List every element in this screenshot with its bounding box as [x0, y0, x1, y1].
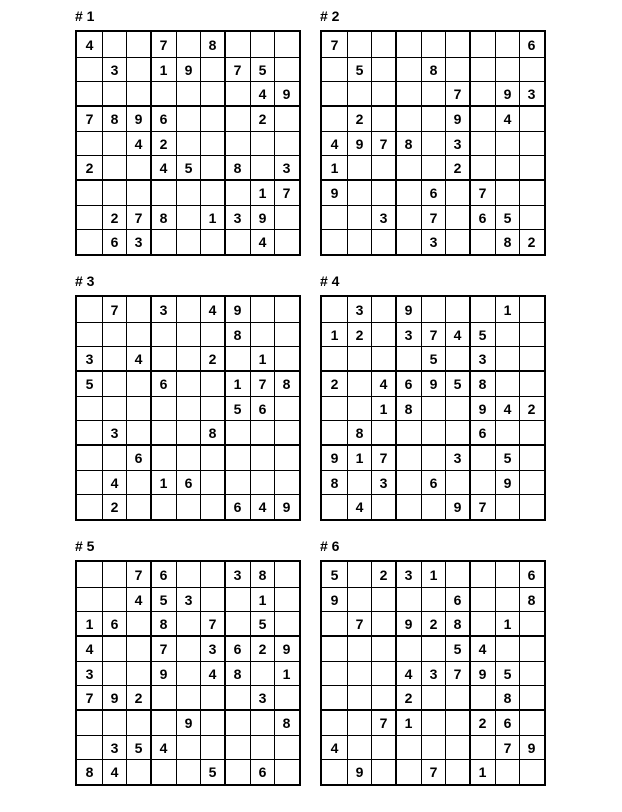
- sudoku-grid: [320, 560, 546, 786]
- given-digit: 3: [379, 209, 388, 226]
- given-digit: 4: [208, 301, 217, 318]
- given-digit: 3: [379, 474, 388, 491]
- cell-divider: [322, 587, 544, 588]
- given-digit: 2: [379, 566, 388, 583]
- given-digit: 8: [208, 36, 217, 53]
- sudoku-grid: [320, 30, 546, 256]
- given-digit: 6: [453, 591, 462, 608]
- given-digit: 9: [503, 85, 512, 102]
- given-digit: 8: [282, 714, 291, 731]
- given-digit: 2: [85, 159, 94, 176]
- sudoku-puzzle-3: [75, 273, 301, 523]
- given-digit: 5: [159, 591, 168, 608]
- sudoku-puzzle-5: [75, 538, 301, 788]
- given-digit: 3: [258, 689, 267, 706]
- given-digit: 6: [134, 449, 143, 466]
- sudoku-grid: [320, 295, 546, 521]
- given-digit: 8: [453, 615, 462, 632]
- given-digit: 9: [330, 591, 339, 608]
- given-digit: 3: [110, 739, 119, 756]
- given-digit: 2: [527, 233, 536, 250]
- given-digit: 8: [258, 566, 267, 583]
- given-digit: 9: [355, 763, 364, 780]
- cell-divider: [347, 562, 348, 784]
- given-digit: 5: [503, 209, 512, 226]
- given-digit: 5: [330, 566, 339, 583]
- given-digit: 7: [379, 449, 388, 466]
- given-digit: 7: [478, 498, 487, 515]
- given-digit: 2: [110, 498, 119, 515]
- given-digit: 1: [379, 400, 388, 417]
- given-digit: 7: [233, 61, 242, 78]
- given-digit: 6: [429, 184, 438, 201]
- given-digit: 7: [134, 566, 143, 583]
- given-digit: 7: [110, 301, 119, 318]
- given-digit: 8: [233, 326, 242, 343]
- given-digit: 8: [110, 110, 119, 127]
- given-digit: 3: [233, 566, 242, 583]
- sudoku-grid: [75, 30, 301, 256]
- given-digit: 8: [330, 474, 339, 491]
- given-digit: 2: [453, 159, 462, 176]
- given-digit: 3: [208, 640, 217, 657]
- given-digit: 3: [159, 301, 168, 318]
- given-digit: 6: [258, 400, 267, 417]
- cell-divider: [77, 322, 299, 323]
- given-digit: 6: [429, 474, 438, 491]
- given-digit: 9: [282, 640, 291, 657]
- given-digit: 4: [503, 110, 512, 127]
- given-digit: 5: [503, 665, 512, 682]
- given-digit: 5: [503, 449, 512, 466]
- given-digit: 2: [159, 135, 168, 152]
- given-digit: 7: [453, 665, 462, 682]
- given-digit: 1: [429, 566, 438, 583]
- given-digit: 2: [110, 209, 119, 226]
- given-digit: 9: [404, 301, 413, 318]
- given-digit: 7: [429, 763, 438, 780]
- given-digit: 6: [159, 566, 168, 583]
- given-digit: 4: [134, 350, 143, 367]
- given-digit: 8: [233, 665, 242, 682]
- given-digit: 7: [429, 326, 438, 343]
- given-digit: 6: [527, 36, 536, 53]
- cell-divider: [77, 131, 299, 132]
- given-digit: 7: [85, 110, 94, 127]
- given-digit: 3: [404, 566, 413, 583]
- given-digit: 1: [85, 615, 94, 632]
- given-digit: 9: [282, 85, 291, 102]
- given-digit: 8: [282, 375, 291, 392]
- given-digit: 7: [478, 184, 487, 201]
- sudoku-grid: [75, 295, 301, 521]
- given-digit: 1: [282, 665, 291, 682]
- given-digit: 4: [453, 326, 462, 343]
- given-digit: 8: [478, 375, 487, 392]
- given-digit: 4: [355, 498, 364, 515]
- given-digit: 9: [110, 689, 119, 706]
- given-digit: 9: [330, 184, 339, 201]
- given-digit: 6: [258, 763, 267, 780]
- given-digit: 2: [404, 689, 413, 706]
- given-digit: 3: [134, 233, 143, 250]
- given-digit: 9: [478, 665, 487, 682]
- given-digit: 8: [429, 61, 438, 78]
- given-digit: 3: [85, 350, 94, 367]
- given-digit: 4: [110, 763, 119, 780]
- given-digit: 7: [258, 375, 267, 392]
- given-digit: 5: [258, 615, 267, 632]
- given-digit: 6: [478, 209, 487, 226]
- given-digit: 6: [110, 233, 119, 250]
- given-digit: 9: [527, 739, 536, 756]
- given-digit: 9: [159, 665, 168, 682]
- given-digit: 4: [258, 233, 267, 250]
- given-digit: 8: [233, 159, 242, 176]
- given-digit: 5: [184, 159, 193, 176]
- sudoku-puzzle-1: [75, 8, 301, 258]
- cell-divider: [371, 562, 372, 784]
- given-digit: 9: [355, 135, 364, 152]
- puzzle-title: # 2: [320, 8, 340, 24]
- given-digit: 2: [208, 350, 217, 367]
- given-digit: 6: [159, 375, 168, 392]
- given-digit: 8: [503, 233, 512, 250]
- given-digit: 7: [159, 640, 168, 657]
- sudoku-puzzle-4: [320, 273, 546, 523]
- given-digit: 6: [233, 498, 242, 515]
- given-digit: 8: [159, 209, 168, 226]
- given-digit: 5: [453, 640, 462, 657]
- given-digit: 1: [233, 375, 242, 392]
- given-digit: 3: [110, 424, 119, 441]
- given-digit: 9: [184, 714, 193, 731]
- given-digit: 9: [134, 110, 143, 127]
- given-digit: 2: [478, 714, 487, 731]
- given-digit: 6: [159, 110, 168, 127]
- given-digit: 3: [453, 135, 462, 152]
- given-digit: 8: [527, 591, 536, 608]
- given-digit: 5: [453, 375, 462, 392]
- given-digit: 6: [503, 714, 512, 731]
- given-digit: 4: [258, 498, 267, 515]
- sudoku-puzzle-2: [320, 8, 546, 258]
- given-digit: 3: [527, 85, 536, 102]
- given-digit: 4: [503, 400, 512, 417]
- given-digit: 4: [85, 640, 94, 657]
- given-digit: 1: [208, 209, 217, 226]
- given-digit: 4: [330, 135, 339, 152]
- given-digit: 1: [159, 61, 168, 78]
- given-digit: 5: [258, 61, 267, 78]
- given-digit: 4: [258, 85, 267, 102]
- given-digit: 2: [355, 326, 364, 343]
- given-digit: 8: [404, 135, 413, 152]
- given-digit: 9: [453, 110, 462, 127]
- given-digit: 7: [159, 36, 168, 53]
- given-digit: 2: [258, 110, 267, 127]
- given-digit: 3: [429, 233, 438, 250]
- given-digit: 2: [355, 110, 364, 127]
- given-digit: 9: [478, 400, 487, 417]
- given-digit: 7: [503, 739, 512, 756]
- given-digit: 6: [110, 615, 119, 632]
- given-digit: 4: [134, 591, 143, 608]
- given-digit: 1: [404, 714, 413, 731]
- given-digit: 1: [258, 350, 267, 367]
- given-digit: 1: [355, 449, 364, 466]
- given-digit: 5: [134, 739, 143, 756]
- given-digit: 7: [379, 135, 388, 152]
- given-digit: 1: [159, 474, 168, 491]
- given-digit: 6: [527, 566, 536, 583]
- given-digit: 8: [159, 615, 168, 632]
- given-digit: 7: [208, 615, 217, 632]
- given-digit: 5: [233, 400, 242, 417]
- given-digit: 5: [85, 375, 94, 392]
- given-digit: 3: [404, 326, 413, 343]
- given-digit: 8: [503, 689, 512, 706]
- given-digit: 2: [330, 375, 339, 392]
- given-digit: 4: [404, 665, 413, 682]
- given-digit: 9: [184, 61, 193, 78]
- given-digit: 6: [233, 640, 242, 657]
- given-digit: 4: [159, 739, 168, 756]
- given-digit: 3: [110, 61, 119, 78]
- given-digit: 7: [282, 184, 291, 201]
- puzzle-title: # 1: [75, 8, 95, 24]
- given-digit: 8: [208, 424, 217, 441]
- given-digit: 2: [527, 400, 536, 417]
- given-digit: 7: [85, 689, 94, 706]
- given-digit: 8: [355, 424, 364, 441]
- given-digit: 1: [330, 326, 339, 343]
- given-digit: 6: [404, 375, 413, 392]
- given-digit: 1: [503, 301, 512, 318]
- given-digit: 1: [330, 159, 339, 176]
- given-digit: 9: [429, 375, 438, 392]
- given-digit: 9: [404, 615, 413, 632]
- puzzle-title: # 6: [320, 538, 340, 554]
- given-digit: 3: [184, 591, 193, 608]
- given-digit: 8: [404, 400, 413, 417]
- given-digit: 5: [208, 763, 217, 780]
- given-digit: 7: [355, 615, 364, 632]
- given-digit: 9: [453, 498, 462, 515]
- given-digit: 9: [282, 498, 291, 515]
- given-digit: 7: [379, 714, 388, 731]
- given-digit: 7: [453, 85, 462, 102]
- puzzle-title: # 4: [320, 273, 340, 289]
- given-digit: 5: [429, 350, 438, 367]
- given-digit: 4: [330, 739, 339, 756]
- given-digit: 4: [208, 665, 217, 682]
- given-digit: 5: [355, 61, 364, 78]
- given-digit: 9: [233, 301, 242, 318]
- cell-divider: [77, 661, 299, 662]
- given-digit: 3: [355, 301, 364, 318]
- sudoku-grid: [75, 560, 301, 786]
- given-digit: 4: [159, 159, 168, 176]
- puzzle-title: # 3: [75, 273, 95, 289]
- given-digit: 4: [85, 36, 94, 53]
- given-digit: 2: [258, 640, 267, 657]
- given-digit: 7: [429, 209, 438, 226]
- given-digit: 6: [184, 474, 193, 491]
- given-digit: 1: [258, 591, 267, 608]
- puzzle-title: # 5: [75, 538, 95, 554]
- given-digit: 8: [85, 763, 94, 780]
- given-digit: 4: [379, 375, 388, 392]
- given-digit: 1: [478, 763, 487, 780]
- given-digit: 4: [110, 474, 119, 491]
- given-digit: 1: [503, 615, 512, 632]
- given-digit: 9: [258, 209, 267, 226]
- given-digit: 3: [429, 665, 438, 682]
- given-digit: 3: [282, 159, 291, 176]
- given-digit: 3: [453, 449, 462, 466]
- given-digit: 7: [134, 209, 143, 226]
- given-digit: 5: [478, 326, 487, 343]
- given-digit: 9: [330, 449, 339, 466]
- given-digit: 9: [503, 474, 512, 491]
- given-digit: 1: [258, 184, 267, 201]
- given-digit: 3: [85, 665, 94, 682]
- given-digit: 2: [134, 689, 143, 706]
- given-digit: 4: [478, 640, 487, 657]
- given-digit: 7: [330, 36, 339, 53]
- sudoku-puzzle-6: [320, 538, 546, 788]
- given-digit: 3: [478, 350, 487, 367]
- given-digit: 3: [233, 209, 242, 226]
- given-digit: 4: [134, 135, 143, 152]
- given-digit: 2: [429, 615, 438, 632]
- given-digit: 6: [478, 424, 487, 441]
